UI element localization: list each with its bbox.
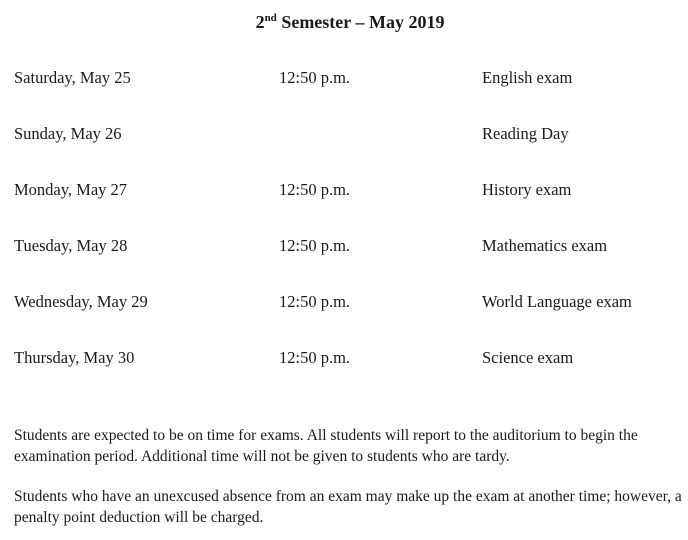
- schedule-row: [14, 66, 684, 122]
- schedule-day: Wednesday, May 29: [14, 292, 148, 311]
- title-ordinal-number: 2: [255, 12, 265, 32]
- schedule-row: [14, 234, 684, 290]
- schedule-exam: English exam: [482, 68, 573, 87]
- schedule-exam: Mathematics exam: [482, 236, 608, 255]
- page-title: [0, 11, 688, 33]
- schedule-row: [14, 346, 684, 402]
- schedule-exam: World Language exam: [482, 292, 632, 311]
- schedule-day: Monday, May 27: [14, 180, 128, 199]
- schedule-day: Thursday, May 30: [14, 348, 135, 367]
- absence-note: Students who have an unexcused absence from an exam may make up the exam at another time; however, a penalty point deduction will be charged.: [14, 488, 682, 526]
- schedule-exam: Reading Day: [482, 124, 569, 143]
- schedule-exam: Science exam: [482, 348, 574, 367]
- schedule-exam: History exam: [482, 180, 572, 199]
- title-ordinal-suffix: nd: [264, 12, 277, 24]
- schedule-row: [14, 178, 684, 234]
- schedule-row: [14, 290, 684, 346]
- schedule-time: 12:50 p.m.: [279, 292, 351, 311]
- schedule-time: 12:50 p.m.: [279, 348, 351, 367]
- schedule-time: 12:50 p.m.: [279, 68, 351, 87]
- schedule-day: Sunday, May 26: [14, 124, 122, 143]
- exam-schedule: [14, 66, 684, 402]
- schedule-day: Saturday, May 25: [14, 68, 131, 87]
- schedule-day: Tuesday, May 28: [14, 236, 128, 255]
- schedule-time: 12:50 p.m.: [279, 180, 351, 199]
- schedule-row: [14, 122, 684, 178]
- schedule-time: 12:50 p.m.: [279, 236, 351, 255]
- punctuality-note: Students are expected to be on time for exams. All students will report to the auditorium to begin the examination period. Additional time will not be given to students who are tardy.: [14, 427, 638, 465]
- title-text: Semester – May 2019: [276, 12, 445, 32]
